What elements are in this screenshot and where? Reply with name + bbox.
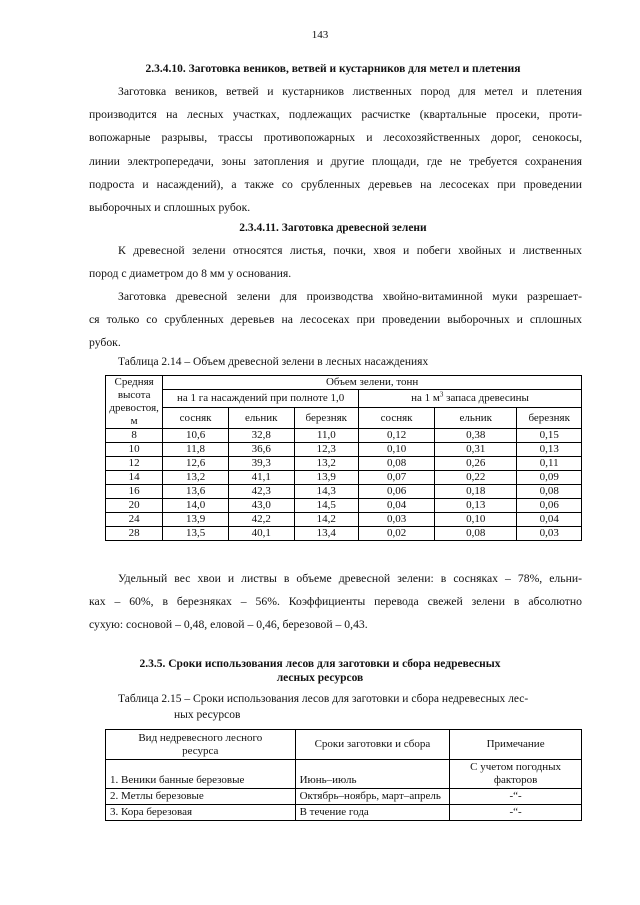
cell-value: 0,09 — [517, 471, 582, 485]
cell-value: 0,06 — [359, 485, 435, 499]
header-per-hectare: на 1 га насаждений при полноте 1,0 — [163, 390, 359, 408]
header-per-cubic-meter — [359, 390, 582, 408]
header-species: березняк — [294, 408, 359, 429]
header-species: ельник — [228, 408, 294, 429]
cell-value: 0,11 — [517, 457, 582, 471]
cell-value: 11,8 — [163, 443, 229, 457]
cell-value: 0,10 — [435, 513, 517, 527]
table-caption-2-15-line2: ных ресурсов — [174, 709, 241, 721]
section-heading-2-3-5-line1: 2.3.5. Сроки использования лесов для заготовки и сбора недревесных — [139, 658, 501, 670]
cell-value: 0,04 — [517, 513, 582, 527]
text-line: ся только со срубленных деревьев на лесосеках при проведении выборочных и сплошных — [89, 313, 582, 327]
cell-value: 0,15 — [517, 429, 582, 443]
table-row — [106, 527, 582, 541]
cell-value: 0,08 — [435, 527, 517, 541]
section-heading-2-3-5-line2: лесных ресурсов — [276, 672, 364, 684]
cell-value: 13,9 — [294, 471, 359, 485]
text-line: вопожарные разрывы, трассы противопожарных и лесохозяйственных дорог, сенокосы, — [89, 131, 582, 145]
text-line: ках – 60%, в березняках – 56%. Коэффициенты перевода свежей зелени в абсолютно — [89, 595, 582, 609]
cell-height: 16 — [106, 485, 163, 499]
cell-value: 0,12 — [359, 429, 435, 443]
header-per-cubic-meter-post: запаса древесины — [443, 392, 529, 404]
cell-value: 14,3 — [294, 485, 359, 499]
cell-value: 0,02 — [359, 527, 435, 541]
header-species: сосняк — [163, 408, 229, 429]
cell-value: 0,08 — [517, 485, 582, 499]
table-row — [106, 485, 582, 499]
text-line: Удельный вес хвои и листвы в объеме древесной зелени: в сосняках – 78%, ельни- — [118, 572, 582, 585]
header-height-line: Средняя — [114, 376, 154, 388]
cell-value: 13,9 — [163, 513, 229, 527]
text-line: рубок. — [89, 336, 121, 350]
cell-value: 0,38 — [435, 429, 517, 443]
cell-value: 42,3 — [228, 485, 294, 499]
section-heading-2-3-4-11: 2.3.4.11. Заготовка древесной зелени — [239, 222, 427, 234]
header-resource — [106, 730, 296, 760]
cell-value: 13,6 — [163, 485, 229, 499]
cell-value: 13,4 — [294, 527, 359, 541]
cell-value: 41,1 — [228, 471, 294, 485]
cell-value: 0,13 — [517, 443, 582, 457]
cell-value: 0,03 — [517, 527, 582, 541]
cell-height: 8 — [106, 429, 163, 443]
cell-height: 10 — [106, 443, 163, 457]
header-height — [106, 376, 163, 429]
header-volume: Объем зелени, тонн — [163, 376, 582, 390]
cell-period: В течение года — [295, 805, 450, 821]
table-row — [106, 513, 582, 527]
header-species: березняк — [517, 408, 582, 429]
text-line: К древесной зелени относятся листья, почки, хвоя и побеги хвойных и лиственных — [118, 244, 582, 257]
cell-value: 42,2 — [228, 513, 294, 527]
text-line: пород с диаметром до 8 мм у основания. — [89, 267, 292, 281]
superscript-3: 3 — [439, 390, 444, 399]
paragraph-green-definition — [89, 239, 582, 285]
header-height-line: высота — [117, 389, 151, 401]
cell-period: Июнь–июль — [295, 760, 450, 789]
cell-value: 0,07 — [359, 471, 435, 485]
cell-period: Октябрь–ноябрь, март–апрель — [295, 789, 450, 805]
paragraph-green-harvest — [89, 285, 582, 355]
cell-value: 0,08 — [359, 457, 435, 471]
cell-value: 0,03 — [359, 513, 435, 527]
header-note: Примечание — [450, 730, 582, 760]
table-row — [106, 499, 582, 513]
cell-resource: 1. Веники банные березовые — [106, 760, 296, 789]
cell-height: 28 — [106, 527, 163, 541]
cell-value: 36,6 — [228, 443, 294, 457]
cell-resource: 3. Кора березовая — [106, 805, 296, 821]
table-nonwood-resources — [105, 729, 582, 821]
section-heading-2-3-4-10: 2.3.4.10. Заготовка веников, ветвей и кустарников для метел и плетения — [145, 63, 521, 75]
cell-value: 0,22 — [435, 471, 517, 485]
text-line: подроста и насаждений), а также со срубленных деревьев на лесосеках при проведении — [89, 177, 582, 191]
header-resource-line: Вид недревесного лесного — [138, 731, 263, 744]
text-line: Заготовка древесной зелени для производства хвойно-витаминной муки разрешает- — [118, 290, 582, 303]
cell-value: 13,5 — [163, 527, 229, 541]
table-row — [106, 443, 582, 457]
header-species: ельник — [435, 408, 517, 429]
cell-value: 13,2 — [294, 457, 359, 471]
cell-value: 0,13 — [435, 499, 517, 513]
text-line: производится на лесных участках, подлежащих расчистке (квартальные просеки, проти- — [89, 108, 582, 122]
paragraph-specific-weight — [89, 567, 582, 637]
cell-value: 14,5 — [294, 499, 359, 513]
cell-height: 24 — [106, 513, 163, 527]
cell-note: С учетом погодных факторов — [450, 760, 582, 789]
table-row — [106, 457, 582, 471]
cell-value: 32,8 — [228, 429, 294, 443]
cell-value: 12,6 — [163, 457, 229, 471]
header-height-line: м — [130, 415, 138, 427]
cell-value: 0,10 — [359, 443, 435, 457]
page-number: 143 — [311, 29, 329, 41]
text-line: выборочных и сплошных рубок. — [89, 201, 251, 215]
cell-note: -“- — [450, 789, 582, 805]
cell-value: 11,0 — [294, 429, 359, 443]
cell-value: 39,3 — [228, 457, 294, 471]
cell-value: 0,06 — [517, 499, 582, 513]
cell-value: 14,2 — [294, 513, 359, 527]
header-per-cubic-meter-pre: на 1 м — [411, 392, 440, 404]
cell-value: 0,31 — [435, 443, 517, 457]
header-period: Сроки заготовки и сбора — [295, 730, 450, 760]
cell-value: 0,04 — [359, 499, 435, 513]
table-caption-2-14: Таблица 2.14 – Объем древесной зелени в лесных насаждениях — [118, 356, 429, 368]
cell-value: 12,3 — [294, 443, 359, 457]
cell-value: 14,0 — [163, 499, 229, 513]
cell-value: 13,2 — [163, 471, 229, 485]
text-line: линии электропередачи, зоны затопления и другие площади, где не требуется сохранения — [89, 154, 582, 168]
cell-note: -“- — [450, 805, 582, 821]
cell-resource: 2. Метлы березовые — [106, 789, 296, 805]
cell-height: 20 — [106, 499, 163, 513]
cell-value: 43,0 — [228, 499, 294, 513]
cell-value: 10,6 — [163, 429, 229, 443]
table-green-volume — [105, 375, 582, 541]
text-line: сухую: сосновой – 0,48, еловой – 0,46, березовой – 0,43. — [89, 618, 368, 632]
header-resource-line: ресурса — [182, 744, 219, 757]
header-species: сосняк — [359, 408, 435, 429]
table-caption-2-15-line1: Таблица 2.15 – Сроки использования лесов для заготовки и сбора недревесных лес- — [118, 693, 529, 705]
header-height-line: древостоя, — [109, 402, 159, 414]
paragraph-brooms — [89, 80, 582, 219]
cell-value: 40,1 — [228, 527, 294, 541]
text-line: Заготовка веников, ветвей и кустарников лиственных пород для метел и плетения — [118, 85, 582, 98]
cell-height: 12 — [106, 457, 163, 471]
cell-height: 14 — [106, 471, 163, 485]
cell-value: 0,26 — [435, 457, 517, 471]
table-row — [106, 429, 582, 443]
cell-value: 0,18 — [435, 485, 517, 499]
table-row — [106, 471, 582, 485]
